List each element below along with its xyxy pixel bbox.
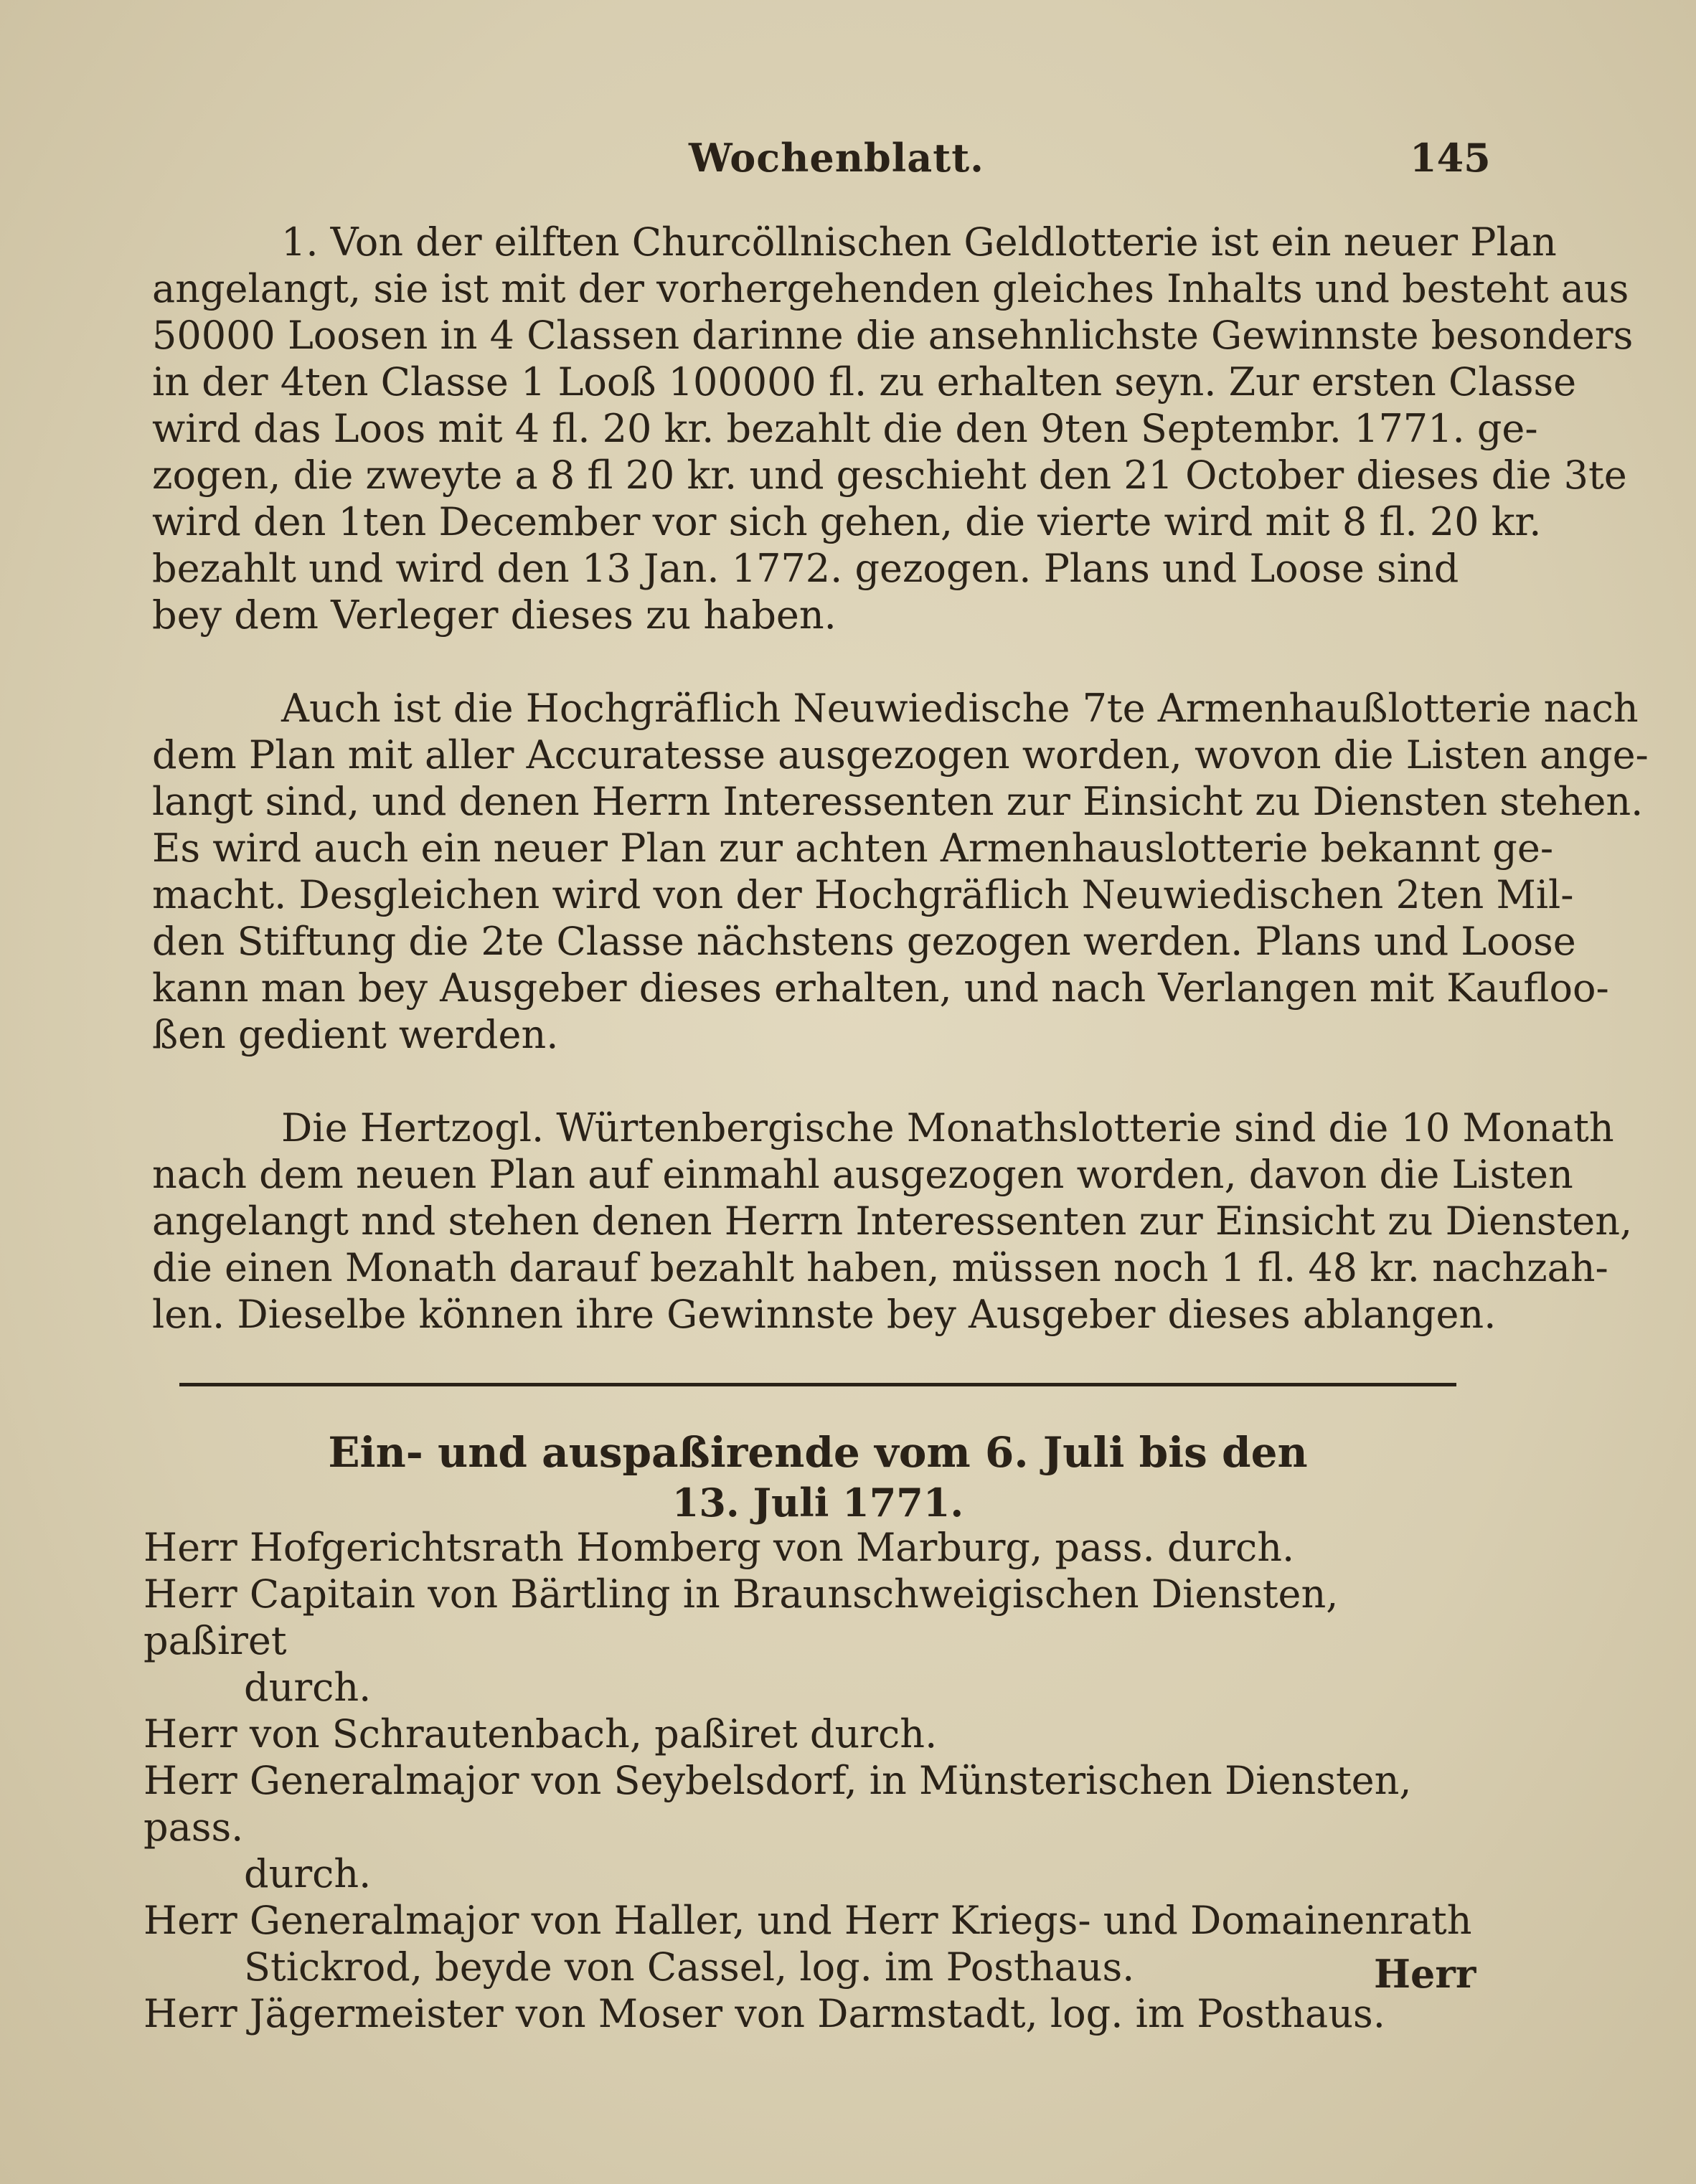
text-line: zogen, die zweyte a 8 fl 20 kr. und geschieht den 21 October dieses die 3te (152, 453, 1627, 498)
entry-text: Herr Generalmajor von Seybelsdorf, in Münsterischen Diensten, pass. (143, 1758, 1412, 1850)
entry-text: Herr Capitain von Bärtling in Braunschweigischen Diensten, paßiret (143, 1571, 1339, 1663)
entry-continuation: Stickrod, beyde von Cassel, log. im Posthaus. (244, 1944, 1135, 1990)
text-line: bezahlt und wird den 13 Jan. 1772. gezogen. Plans und Loose sind (152, 546, 1459, 591)
text-line: angelangt nnd stehen denen Herrn Interessenten zur Einsicht zu Diensten, (152, 1199, 1633, 1244)
entry-text: Herr von Schrautenbach, paßiret durch. (143, 1711, 938, 1757)
section-heading-date: 13. Juli 1771. (672, 1480, 964, 1526)
entry-text: Herr Generalmajor von Haller, und Herr Kriegs- und Domainenrath (143, 1898, 1472, 1943)
text-line: ßen gedient werden. (152, 1012, 559, 1057)
text-line: wird den 1ten December vor sich gehen, die vierte wird mit 8 fl. 20 kr. (152, 499, 1542, 544)
section-heading (179, 1427, 1456, 1528)
text-line: Die Hertzogl. Würtenbergische Monathslotterie sind die 10 Monath (281, 1105, 1614, 1150)
text-line: Es wird auch ein neuer Plan zur achten Armenhauslotterie bekannt ge- (152, 826, 1554, 871)
text-line: nach dem neuen Plan auf einmahl ausgezogen worden, davon die Listen (152, 1152, 1573, 1197)
paragraph-3 (152, 1105, 1633, 1338)
list-item (143, 1571, 1492, 1711)
entry-continuation: durch. (244, 1665, 372, 1710)
list-item (143, 1757, 1492, 1897)
text-line: kann man bey Ausgeber dieses erhalten, und nach Verlangen mit Kaufloo- (152, 965, 1609, 1011)
section-divider (179, 1383, 1456, 1386)
text-line: in der 4ten Classe 1 Looß 100000 fl. zu erhalten seyn. Zur ersten Classe (152, 359, 1577, 405)
running-title: Wochenblatt. (689, 135, 984, 181)
page-number: 145 (1410, 135, 1491, 181)
text-line: 1. Von der eilften Churcöllnischen Geldlotterie ist ein neuer Plan (281, 219, 1557, 265)
text-line: 50000 Loosen in 4 Classen darinne die ansehnlichste Gewinnste besonders (152, 313, 1634, 358)
list-item (143, 1711, 1492, 1757)
traveler-list (143, 1524, 1492, 2037)
text-line: angelangt, sie ist mit der vorhergehenden gleiches Inhalts und besteht aus (152, 266, 1629, 311)
list-item (143, 1990, 1492, 2037)
section-heading-line: Ein- und auspaßirende vom 6. Juli bis den (328, 1428, 1308, 1477)
text-line: bey dem Verleger dieses zu haben. (152, 592, 837, 638)
text-line: len. Dieselbe können ihre Gewinnste bey Ausgeber dieses ablangen. (152, 1292, 1497, 1337)
text-line: Auch ist die Hochgräflich Neuwiedische 7te Armenhaußlotterie nach (281, 686, 1639, 731)
entry-continuation: durch. (244, 1851, 372, 1896)
list-item (143, 1897, 1492, 1990)
text-line: wird das Loos mit 4 fl. 20 kr. bezahlt die den 9ten Septembr. 1771. ge- (152, 406, 1538, 451)
catchword: Herr (1374, 1951, 1476, 1997)
paragraph-1 (152, 219, 1634, 638)
text-line: langt sind, und denen Herrn Interessenten zur Einsicht zu Diensten stehen. (152, 779, 1644, 824)
text-line: macht. Desgleichen wird von der Hochgräflich Neuwiedischen 2ten Mil- (152, 872, 1574, 917)
list-item (143, 1524, 1492, 1571)
text-line: den Stiftung die 2te Classe nächstens gezogen werden. Plans und Loose (152, 919, 1576, 964)
text-line: die einen Monath darauf bezahlt haben, müssen noch 1 fl. 48 kr. nachzah- (152, 1245, 1608, 1290)
paragraph-2 (152, 685, 1649, 1058)
entry-text: Herr Jägermeister von Moser von Darmstadt, log. im Posthaus. (143, 1991, 1385, 2036)
text-line: dem Plan mit aller Accuratesse ausgezogen worden, wovon die Listen ange- (152, 732, 1649, 777)
entry-text: Herr Hofgerichtsrath Homberg von Marburg, pass. durch. (143, 1525, 1295, 1570)
